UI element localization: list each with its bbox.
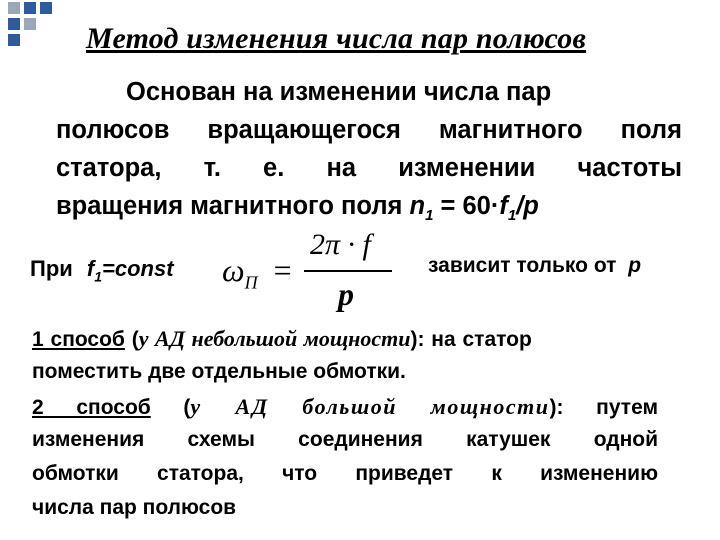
pri-label: При (30, 256, 73, 281)
method-1-line-1 (32, 326, 658, 352)
intro-line-4-text: вращения магнитного поля (56, 192, 410, 220)
method-2-line-1 (32, 394, 658, 420)
method-2-line-3: обмотки статора, что приведет к изменению (32, 462, 658, 485)
omega-subscript: П (244, 272, 258, 293)
fraction-line (304, 270, 392, 272)
method-2-line-4: числа пар полюсов (32, 496, 237, 519)
method-1-rest: ): на статор (410, 328, 532, 351)
fraction-numerator: 2π · f (310, 228, 371, 261)
intro-line-1: Основан на изменении числа пар (126, 78, 552, 106)
method-2-italic: у АД большой мощности (190, 394, 550, 419)
omega-letter: ω (222, 252, 245, 288)
decor-square-4 (8, 18, 20, 30)
method-2-rest: ): путем (549, 396, 659, 419)
intro-line-3: статора, т. е. на изменении частоты (56, 154, 682, 182)
f-subscript: 1 (507, 207, 517, 225)
f-variable: f (499, 192, 508, 220)
f1-subscript: 1 (94, 268, 103, 285)
note-variable: p (628, 254, 642, 277)
const-text: =const (102, 256, 174, 281)
f1-variable: f (86, 256, 95, 281)
intro-line-4 (56, 192, 539, 224)
decor-square-2 (24, 2, 36, 14)
method-2-label: 2 способ (32, 396, 151, 419)
paren-open: ( (124, 328, 139, 351)
paren-open-2: ( (150, 396, 191, 419)
n-subscript: 1 (425, 207, 434, 225)
decor-square-5 (24, 18, 36, 30)
decor-square-6 (8, 34, 20, 46)
method-1-line-2: поместить две отдельные обмотки. (32, 360, 406, 383)
method-1-label: 1 способ (32, 328, 125, 351)
decor-square-3 (40, 2, 52, 14)
omega-symbol (222, 252, 292, 293)
slide-title: Метод изменения числа пар полюсов (86, 22, 587, 55)
condition-text (30, 256, 174, 284)
dependency-note (428, 254, 641, 278)
method-1-italic: у АД небольшой мощности (138, 326, 411, 351)
equals-sign: = (273, 252, 292, 288)
formula-mid: = 60· (433, 192, 500, 220)
intro-line-2: полюсов вращающегося магнитного поля (56, 116, 682, 144)
decor-square-1 (8, 2, 20, 14)
method-2-line-2: изменения схемы соединения катушек одной (32, 428, 658, 451)
note-text: зависит только от (428, 254, 617, 277)
n-variable: n (409, 192, 426, 220)
p-variable: /p (516, 192, 539, 220)
fraction-denominator: p (338, 276, 354, 312)
